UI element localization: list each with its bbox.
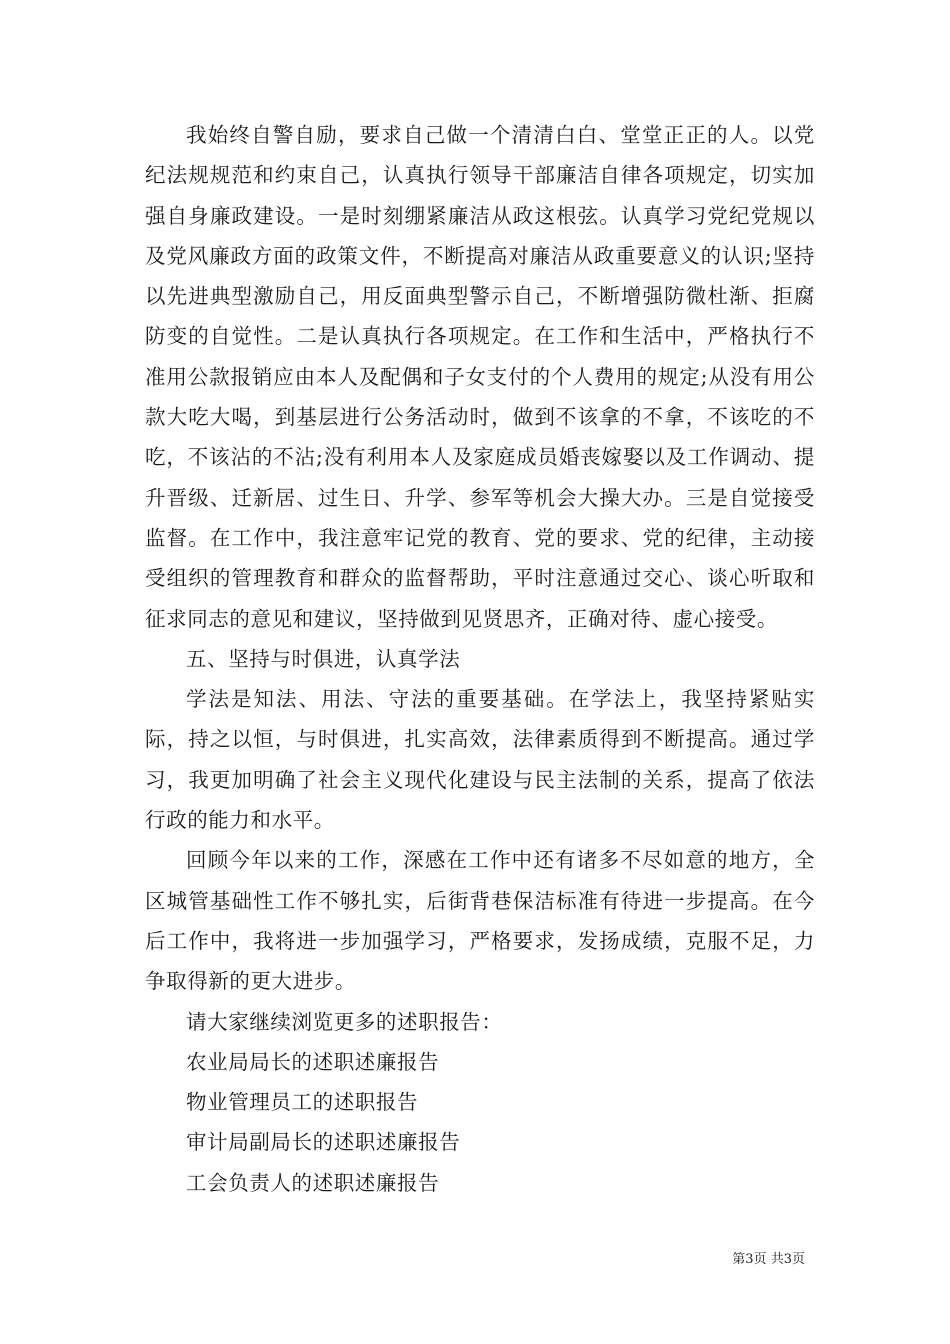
paragraph-self-discipline: 我始终自警自励，要求自己做一个清清白白、堂堂正正的人。以党纪法规规范和约束自己，认真执行领导干部廉洁自律各项规定，切实加强自身廉政建设。一是时刻绷紧廉洁从政这根弦。认真学习党纪党规以及党风廉政方面的政策文件，不断提高对廉洁从政重要意义的认识;坚持以先进典型激励自己，用反面典型警示自己，不断增强防微杜渐、拒腐防变的自觉性。二是认真执行各项规定。在工作和生活中，严格执行不准用公款报销应由本人及配偶和子女支付的个人费用的规定;从没有用公款大吃大喝，到基层进行公务活动时，做到不该拿的不拿，不该吃的不吃，不该沾的不沾;没有利用本人及家庭成员婚丧嫁娶以及工作调动、提升晋级、迁新居、过生日、升学、参军等机会大操大办。三是自觉接受监督。在工作中，我注意牢记党的教育、党的要求、党的纪律，主动接受组织的管理教育和群众的监督帮助，平时注意通过交心、谈心听取和征求同志的意见和建议，坚持做到见贤思齐，正确对待、虚心接受。 — [145, 123, 815, 631]
page-prefix: 第 — [732, 1252, 746, 1267]
paragraph-review: 回顾今年以来的工作，深感在工作中还有诸多不尽如意的地方，全区城管基础性工作不够扎实，后街背巷保洁标准有待进一步提高。在今后工作中，我将进一步加强学习，严格要求，发扬成绩，克服不足，力争取得新的更大进步。 — [145, 848, 815, 994]
total-pages: 3 — [783, 1252, 792, 1267]
related-link[interactable]: 农业局局长的述职述廉报告 — [186, 1049, 440, 1074]
paragraph-law-study: 学法是知法、用法、守法的重要基础。在学法上，我坚持紧贴实际，持之以恒，与时俱进，扎实高效，法律素质得到不断提高。通过学习，我更加明确了社会主义现代化建设与民主法制的关系，提高了依法行政的能力和水平。 — [145, 687, 815, 833]
related-intro: 请大家继续浏览更多的述职报告： — [186, 1009, 503, 1034]
page-number — [732, 1248, 805, 1267]
section-heading-law-study: 五、坚持与时俱进，认真学法 — [186, 646, 461, 671]
page-suffix: 页 — [791, 1252, 805, 1267]
current-page: 3 — [745, 1252, 754, 1267]
related-link[interactable]: 工会负责人的述职述廉报告 — [186, 1170, 440, 1195]
page-middle: 页 共 — [753, 1252, 784, 1267]
document-body — [145, 115, 815, 1203]
related-link[interactable]: 物业管理员工的述职报告 — [186, 1090, 419, 1115]
related-link[interactable]: 审计局副局长的述职述廉报告 — [186, 1130, 461, 1155]
